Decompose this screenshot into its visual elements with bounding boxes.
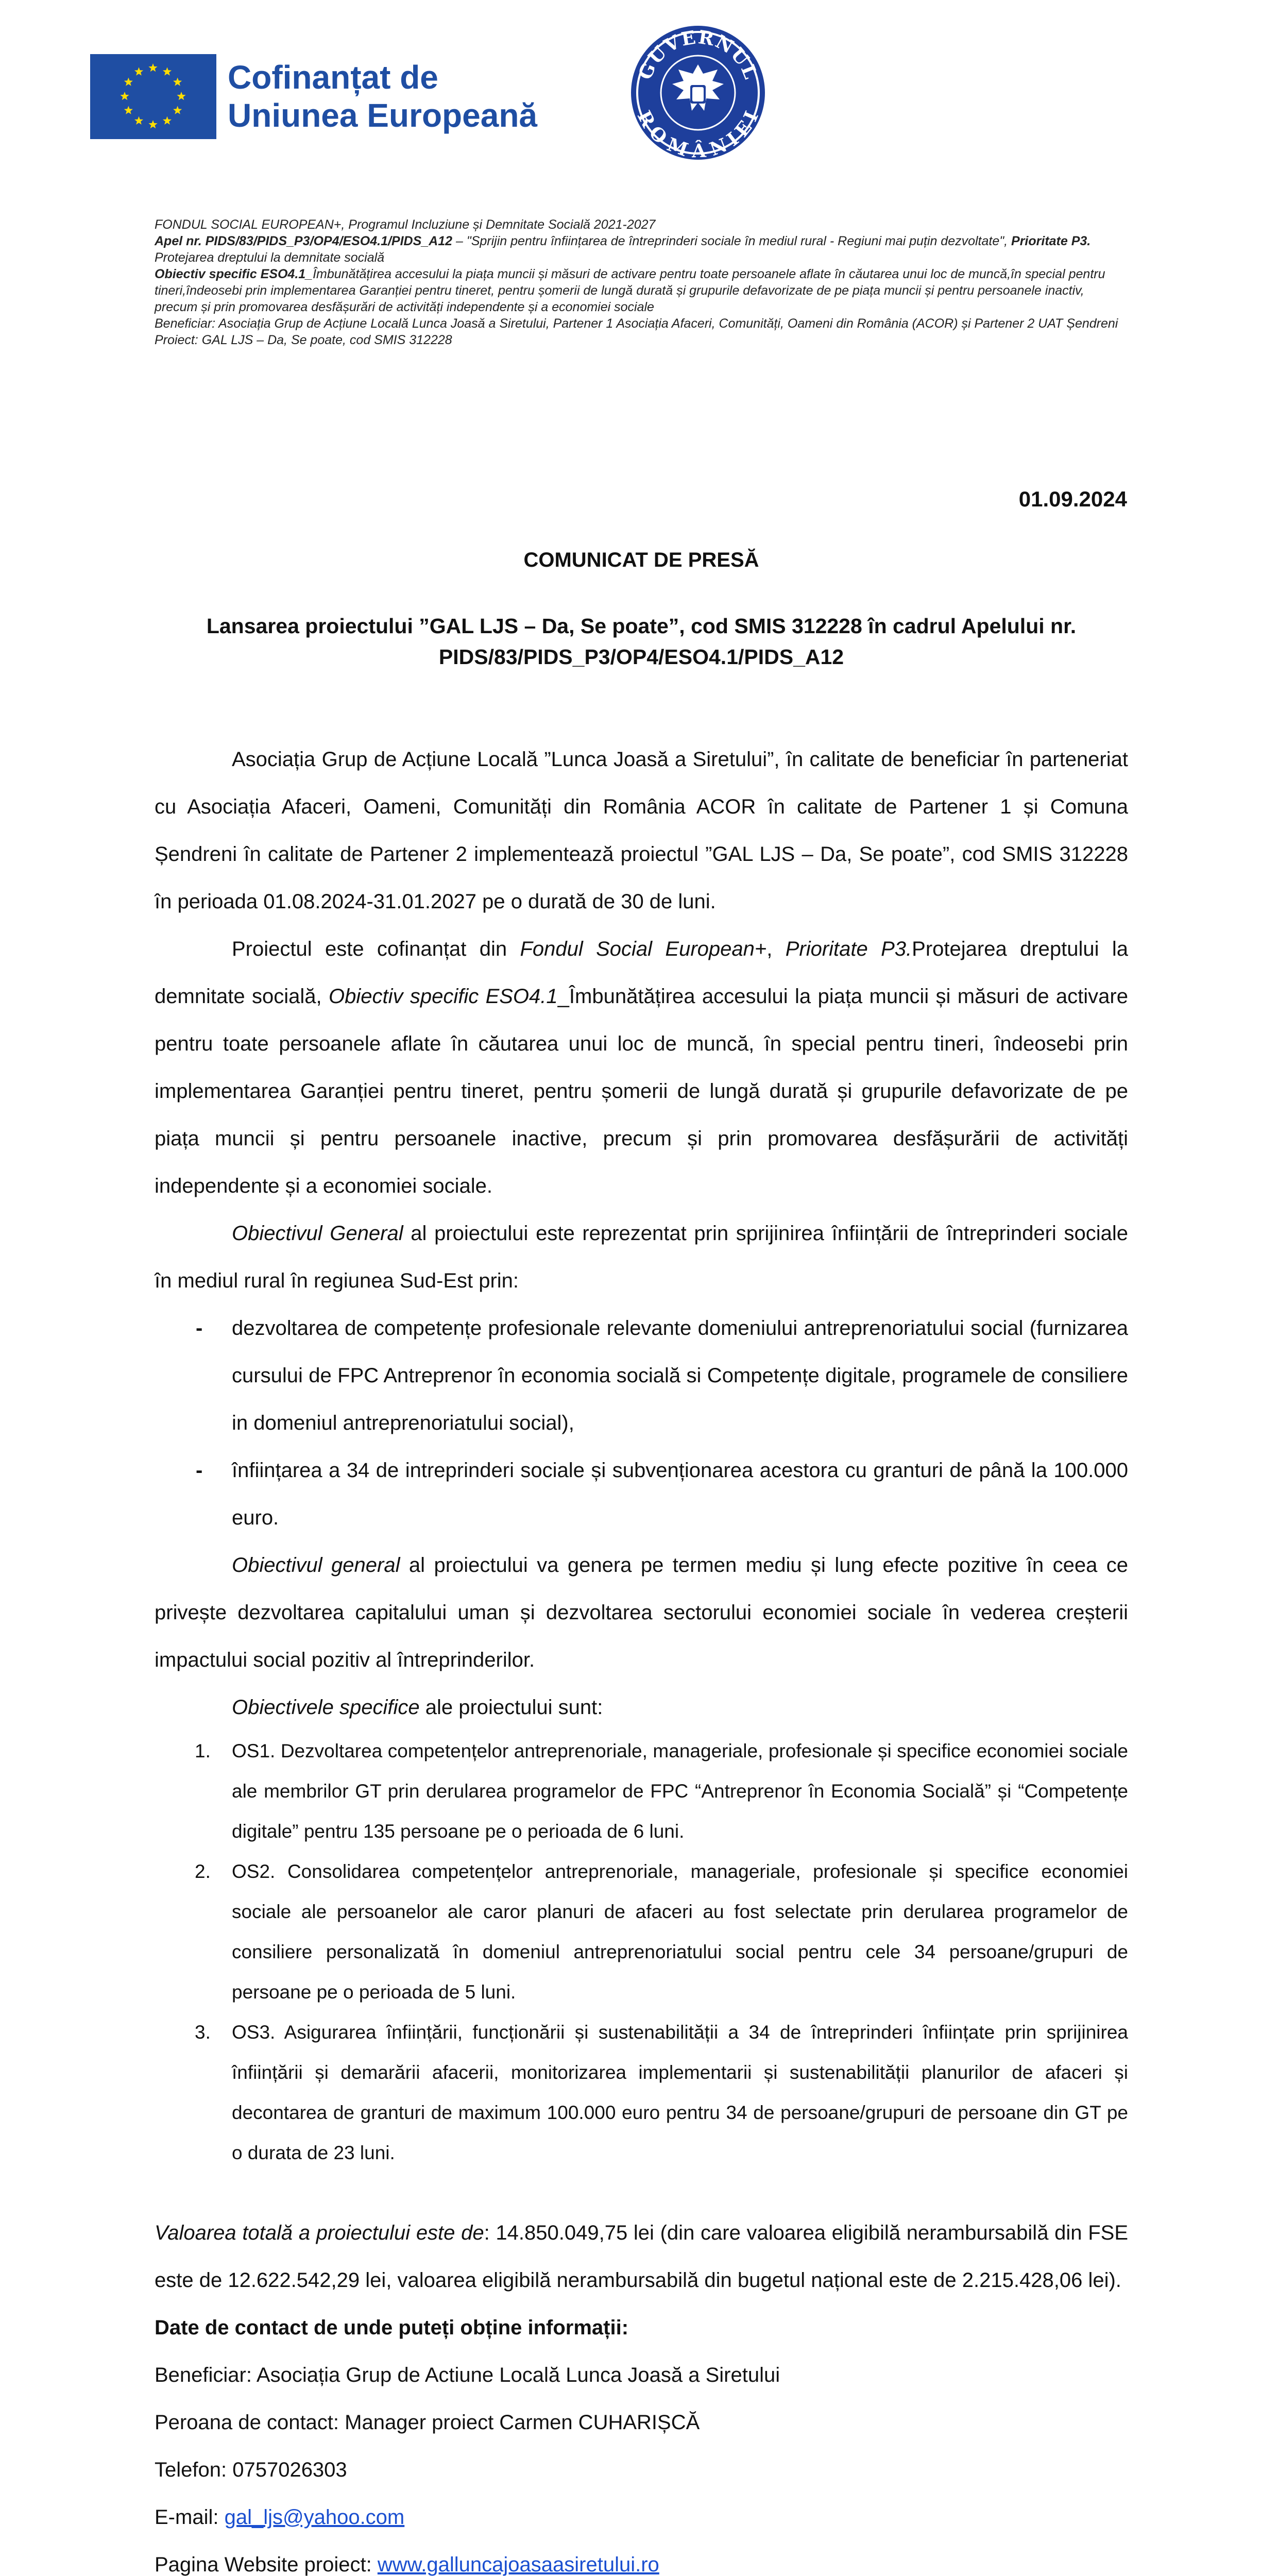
- subtitle-line2: PIDS/83/PIDS_P3/OP4/ESO4.1/PIDS_A12: [438, 645, 844, 669]
- value-emphasis: Valoarea totală a proiectului este de: [155, 2222, 484, 2244]
- objective-text: OS2. Consolidarea competențelor antreprenoriale, manageriale, profesionale și specifice economiei sociale ale persoanelor ale caror planuri de afaceri au fost selectate prin derularea programelor de consiliere personalizată în domeniul antreprenoriatului social pentru cele 34 persoane/grupuri de persoane pe o perioada de 5 luni.: [232, 1861, 1128, 2003]
- website-link[interactable]: www.galluncajoasaasiretului.ro: [377, 2553, 659, 2576]
- eu-star-icon: [148, 63, 157, 72]
- contact-phone: Telefon: 0757026303: [155, 2459, 347, 2481]
- document-title: COMUNICAT DE PRESĂ: [523, 549, 759, 571]
- gov-seal-bottom-text: ROMÂNIEI: [633, 107, 763, 162]
- document-body: [155, 736, 1128, 2576]
- list-item: [155, 1731, 1128, 1852]
- gov-seal-top-text: GUVERNUL: [634, 26, 762, 83]
- eu-logo-line2: Uniunea Europeană: [228, 97, 537, 134]
- eu-star-icon: [148, 120, 157, 128]
- p2-text-d: _Îmbunătățirea accesului la piața muncii și măsuri de activare pentru toate persoanele aflate în căutarea unui loc de muncă, în special pentru tineri, îndeosebi prin implementarea Garanției pentru tineret, pentru șomerii de lungă durată și grupurile defavorizate de pe piața muncii și pentru persoanele inactive, precum și prin promovarea desfășurării de activități independente și a economiei sociale.: [155, 985, 1128, 1197]
- p5-emphasis: Obiectivele specifice: [232, 1696, 420, 1719]
- government-seal-icon: [628, 23, 768, 162]
- p2-fund: Fondul Social European+: [520, 938, 767, 960]
- meta-obiectiv-text: _Îmbunătățirea accesului la piața muncii și măsuri de activare pentru toate persoanele aflate în căutarea unui loc de muncă,în special pentru tineri,îndeosebi prin implementarea Garanției pentru tineret, pentru șomerii de lungă durată și grupurile defavorizate de pe piața muncii și pentru persoanele inactiv, precum și prin promovarea desfășurări de activități independente și a economiei sociale: [155, 267, 1105, 314]
- bullet-text: înființarea a 34 de intreprinderi sociale și subvenționarea acestora cu granturi de până la 100.000 euro.: [232, 1459, 1128, 1529]
- meta-fund-line: FONDUL SOCIAL EUROPEAN+, Programul Incluziune și Demnitate Socială 2021-2027: [155, 217, 656, 232]
- p2-text-c: Protejarea dreptului la demnitate socială,: [155, 938, 1128, 1008]
- objective-bullet-list: [155, 1304, 1128, 1541]
- eu-logo-line1: Cofinanțat de: [228, 59, 438, 96]
- paragraph-funding: [155, 925, 1128, 1210]
- project-meta-header: [155, 216, 1128, 348]
- p2-text-a: Proiectul este cofinanțat din: [232, 938, 520, 960]
- specific-objectives-list: [155, 1731, 1128, 2173]
- contact-heading: [155, 2304, 1128, 2351]
- paragraph-intro: Asociația Grup de Acțiune Locală ”Lunca Joasă a Siretului”, în calitate de beneficiar în parteneriat cu Asociația Afaceri, Oameni, Comunități din România ACOR în calitate de Partener 1 și Comuna Șendreni în calitate de Partener 2 implementează proiectul ”GAL LJS – Da, Se poate”, cod SMIS 312228 în perioada 01.08.2024-31.01.2027 pe o durată de 30 de luni.: [155, 748, 1128, 913]
- bullet-text: dezvoltarea de competențe profesionale relevante domeniului antreprenoriatului social (furnizarea cursului de FPC Antreprenor în economia socială si Competențe digitale, programele de consiliere in domeniul antreprenoriatului social),: [232, 1317, 1128, 1434]
- contact-website-line: [155, 2541, 1128, 2576]
- eu-star-icon: [124, 77, 133, 86]
- eu-star-icon: [134, 67, 143, 75]
- eu-star-icon: [163, 67, 172, 75]
- eu-flag-icon: [90, 54, 216, 139]
- subtitle-line1: Lansarea proiectului ”GAL LJS – Da, Se poate”, cod SMIS 312228 în cadrul Apelului nr.: [206, 614, 1077, 638]
- value-text: : 14.850.049,75 lei (din care valoarea eligibilă nerambursabilă din FSE este de 12.622.542,29 lei, valoarea eligibilă nerambursabilă din bugetul național este de 2.215.428,06 lei).: [155, 2222, 1128, 2292]
- meta-prioritate-text: Protejarea dreptului la demnitate socială: [155, 250, 385, 265]
- meta-apel-label: Apel nr. PIDS/83/PIDS_P3/OP4/ESO4.1/PIDS_A12: [155, 234, 453, 248]
- objective-text: OS3. Asigurarea înființării, funcționării și sustenabilității a 34 de întreprinderi înființate prin sprijinirea înființării și demarării afacerii, monitorizarea implementarii și sustenabilității planurilor de afaceri și decontarea de granturi de maximum 100.000 euro pentru 34 de persoane/grupuri de persoane din GT pe o durata de 23 luni.: [232, 2022, 1128, 2163]
- meta-beneficiar-line: Beneficiar: Asociația Grup de Acțiune Locală Lunca Joasă a Siretului, Partener 1 Asociația Afaceri, Comunități, Oameni din România (ACOR) și Partener 2 UAT Șendreni: [155, 316, 1118, 331]
- paragraph-total-value: [155, 2209, 1128, 2304]
- document-subtitle: [170, 611, 1113, 672]
- p2-objective: Obiectiv specific ESO4.1: [329, 985, 558, 1008]
- list-number: 3.: [195, 2022, 211, 2043]
- p3-text: al proiectului este reprezentat prin sprijinirea înființării de întreprinderi sociale în mediul rural în regiunea Sud-Est prin:: [155, 1222, 1129, 1292]
- eu-star-icon: [173, 77, 182, 86]
- eu-star-icon: [120, 92, 129, 100]
- contact-heading-text: Date de contact de unde puteți obține informații:: [155, 2316, 629, 2339]
- list-item: [155, 2012, 1128, 2173]
- eu-star-icon: [134, 116, 143, 124]
- list-number: 2.: [195, 1861, 211, 1882]
- website-label: Pagina Website proiect:: [155, 2553, 378, 2576]
- eu-star-icon: [173, 106, 182, 114]
- paragraph-specific-objectives: [155, 1684, 1128, 1731]
- p4-emphasis: Obiectivul general: [232, 1554, 400, 1577]
- email-link[interactable]: gal_ljs@yahoo.com: [224, 2506, 405, 2529]
- list-item: [155, 1304, 1128, 1447]
- p5-text: ale proiectului sunt:: [419, 1696, 603, 1719]
- eu-cofinancing-logo: [90, 53, 538, 140]
- objective-text: OS1. Dezvoltarea competențelor antreprenoriale, manageriale, profesionale și specifice economiei sociale ale membrilor GT prin derularea programelor de FPC “Antreprenor în Economia Socială” și “Competențe digitale” pentru 135 persoane pe o perioada de 6 luni.: [232, 1740, 1128, 1842]
- eu-star-icon: [124, 106, 133, 114]
- paragraph-effects: [155, 1541, 1128, 1684]
- list-item: [155, 1852, 1128, 2012]
- list-item: [155, 1447, 1128, 1541]
- meta-apel-text: – "Sprijin pentru înființarea de întreprinderi sociale în mediul rural - Regiuni mai puțin dezvoltate",: [452, 234, 1012, 248]
- email-label: E-mail:: [155, 2506, 225, 2529]
- contact-section: [155, 2304, 1128, 2576]
- contact-email-line: [155, 2494, 1128, 2541]
- meta-prioritate-label: Prioritate P3.: [1011, 234, 1091, 248]
- contact-beneficiar: Beneficiar: Asociația Grup de Actiune Locală Lunca Joasă a Siretului: [155, 2364, 780, 2386]
- meta-apel-line: [155, 233, 1128, 266]
- meta-proiect-line: Proiect: GAL LJS – Da, Se poate, cod SMIS 312228: [155, 333, 452, 347]
- spacer: [155, 2173, 1128, 2209]
- dash-bullet: -: [196, 1317, 203, 1340]
- list-number: 1.: [195, 1740, 211, 1761]
- p2-priority: Prioritate P3.: [785, 938, 912, 960]
- eu-star-icon: [177, 92, 185, 100]
- p4-text: al proiectului va genera pe termen mediu și lung efecte pozitive în ceea ce privește dezvoltarea capitalului uman și dezvoltarea sectorului economiei sociale în vederea creșterii impactului social pozitiv al întreprinderilor.: [155, 1554, 1128, 1671]
- paragraph-general-objective: [155, 1210, 1128, 1304]
- eu-logo-text: [228, 58, 537, 134]
- meta-obiectiv-line: [155, 266, 1128, 315]
- contact-person: Peroana de contact: Manager proiect Carmen CUHARIȘCĂ: [155, 2411, 700, 2434]
- dash-bullet: -: [196, 1459, 203, 1482]
- eu-star-icon: [163, 116, 172, 124]
- meta-obiectiv-label: Obiectiv specific ESO4.1: [155, 267, 306, 281]
- p3-emphasis: Obiectivul General: [232, 1222, 403, 1245]
- document-date: 01.09.2024: [1018, 487, 1127, 511]
- p2-text-b: ,: [766, 938, 786, 960]
